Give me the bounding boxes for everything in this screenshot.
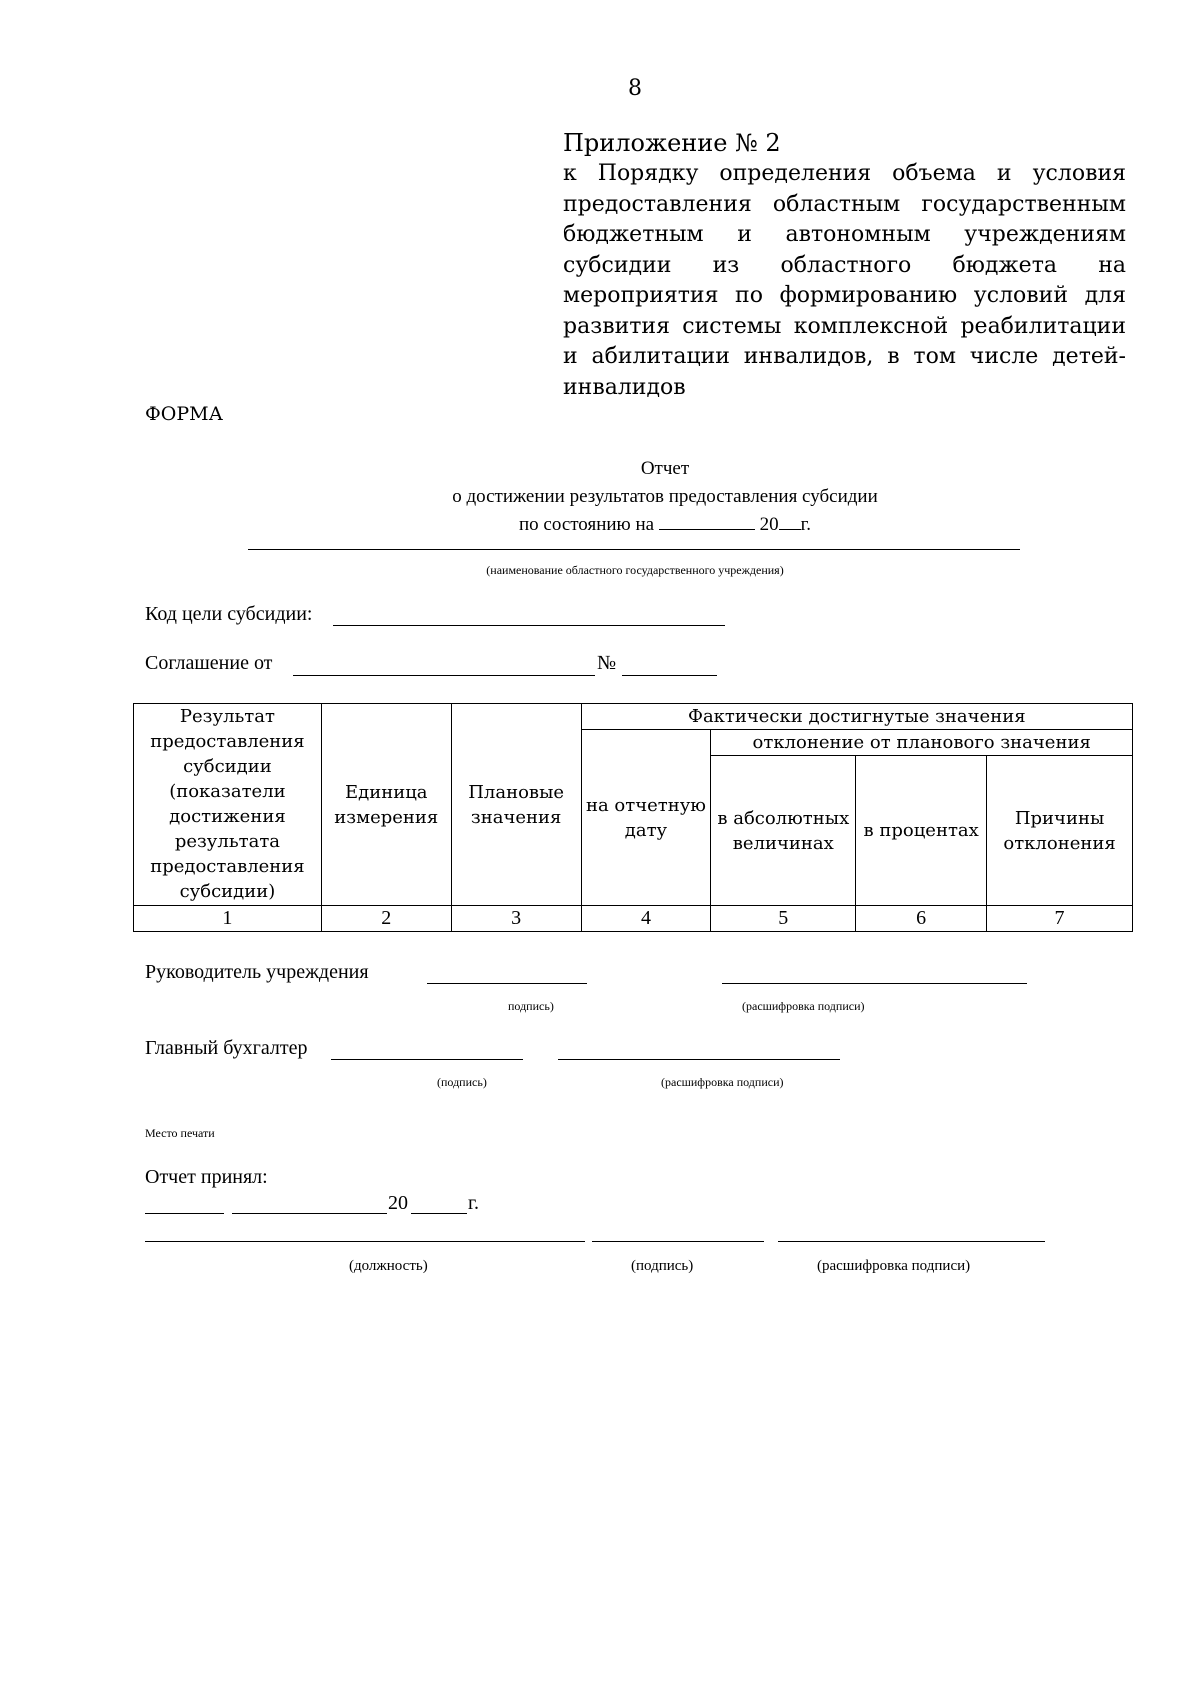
page-number: 8 [628, 76, 642, 101]
accepted-sign-caption: (подпись) [631, 1258, 694, 1274]
accepted-label: Отчет принял: [145, 1166, 268, 1188]
accountant-label: Главный бухгалтер [145, 1037, 308, 1059]
accountant-signature-field[interactable] [331, 1059, 523, 1060]
report-table [133, 703, 1133, 932]
agreement-label: Соглашение от [145, 652, 273, 674]
appendix-title: Приложение № 2 [563, 129, 781, 157]
head-label: Руководитель учреждения [145, 961, 369, 983]
head-decode-field[interactable] [722, 983, 1027, 984]
institution-caption: (наименование областного государственного учреждения) [486, 563, 784, 577]
form-label: ФОРМА [145, 403, 223, 425]
header-plan: Плановые значения [451, 704, 581, 906]
header-reasons: Причины отклонения [987, 756, 1133, 906]
head-signature-field[interactable] [427, 983, 587, 984]
column-number: 7 [987, 906, 1133, 932]
column-number: 4 [581, 906, 711, 932]
report-date-field[interactable] [659, 511, 755, 530]
header-on-date: на отчетную дату [581, 730, 711, 906]
appendix-text: к Порядку определения объема и условия предоставления областным государственным бюджетным и автономным учреждениям субсидии из областного бюджета на мероприятия по формированию условий для развития системы комплексной реабилитации и абилитации инвалидов, в том числе детей-инвалидов [563, 161, 1126, 400]
column-number: 3 [451, 906, 581, 932]
goal-code-label: Код цели субсидии: [145, 603, 313, 625]
accountant-decode-caption: (расшифровка подписи) [661, 1075, 784, 1089]
report-title: Отчет [640, 458, 690, 479]
report-subtitle: о достижении результатов предоставления субсидии [452, 486, 878, 507]
agreement-number-sign: № [597, 652, 617, 674]
accepted-signature-field[interactable] [592, 1241, 764, 1242]
accountant-sign-caption: (подпись) [437, 1075, 487, 1089]
head-sign-caption: подпись) [508, 999, 554, 1013]
stamp-label: Место печати [145, 1126, 215, 1140]
accepted-day-field[interactable] [145, 1213, 224, 1214]
as-of-prefix: по состоянию на [519, 514, 655, 535]
appendix-block [563, 127, 1126, 403]
header-result: Результат предоставления субсидии (показатели достижения результата предоставления субсидии) [134, 704, 322, 906]
agreement-number-field[interactable] [622, 675, 717, 676]
agreement-date-field[interactable] [293, 675, 595, 676]
accepted-year-prefix: 20 [388, 1192, 408, 1214]
accepted-decode-caption: (расшифровка подписи) [817, 1258, 971, 1274]
accountant-decode-field[interactable] [558, 1059, 840, 1060]
column-number-row [134, 906, 1133, 932]
header-absolute: в абсолютных величинах [711, 756, 856, 906]
column-number: 1 [134, 906, 322, 932]
report-year-field[interactable] [779, 511, 801, 530]
header-deviation-group: отклонение от планового значения [711, 730, 1133, 756]
accepted-position-field[interactable] [145, 1241, 585, 1242]
header-percent: в процентах [856, 756, 987, 906]
header-actual-group: Фактически достигнутые значения [581, 704, 1132, 730]
accepted-year-field[interactable] [411, 1213, 467, 1214]
institution-name-field[interactable] [248, 549, 1020, 550]
accepted-decode-field[interactable] [778, 1241, 1045, 1242]
column-number: 5 [711, 906, 856, 932]
head-decode-caption: (расшифровка подписи) [742, 999, 865, 1013]
column-number: 6 [856, 906, 987, 932]
position-caption: (должность) [349, 1258, 428, 1274]
goal-code-field[interactable] [333, 625, 725, 626]
column-number: 2 [321, 906, 451, 932]
year-suffix: г. [800, 514, 811, 535]
report-heading [230, 455, 1100, 539]
report-as-of [230, 511, 1100, 539]
header-unit: Единица измерения [321, 704, 451, 906]
year-prefix: 20 [759, 514, 779, 535]
accepted-year-suffix: г. [468, 1192, 479, 1214]
accepted-month-field[interactable] [232, 1213, 387, 1214]
